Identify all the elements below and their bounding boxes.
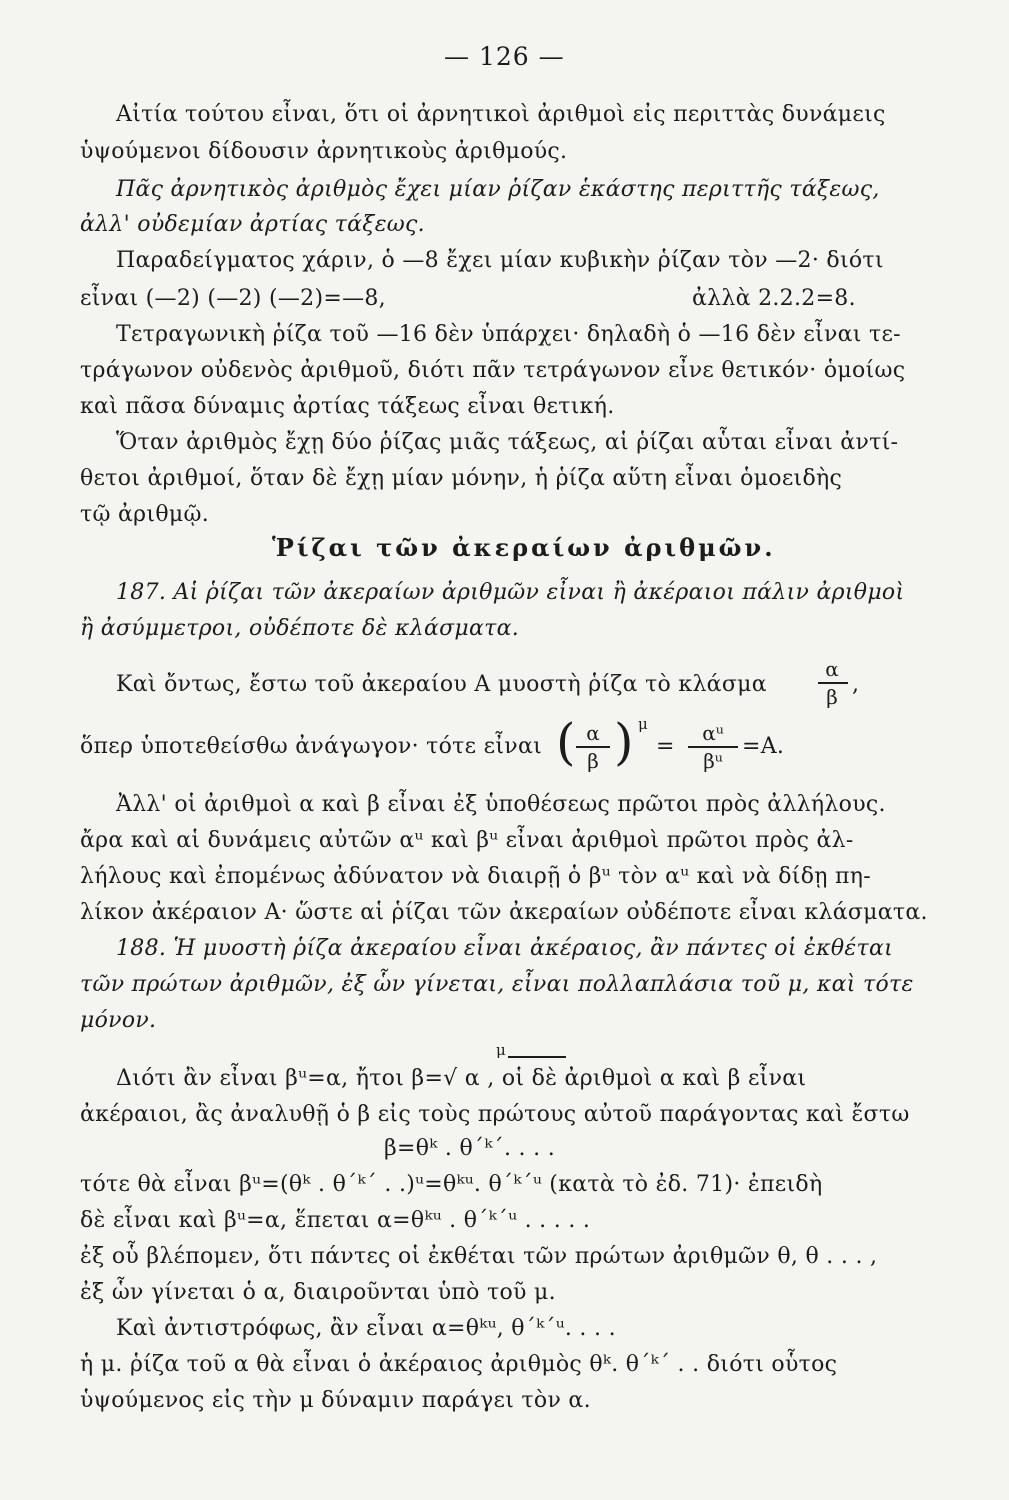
italic-rule-line: Πᾶς ἀρνητικὸς ἀριθμὸς ἔχει μίαν ῥίζαν ἑκάστης περιττῆς τάξεως, <box>116 177 880 202</box>
text-line: Διότι ἂν εἶναι βᵘ=α, ἤτοι β=√ α , οἱ δὲ ἀριθμοὶ α καὶ β εἶναι <box>116 1066 807 1091</box>
text-line: Ὅταν ἀριθμὸς ἔχῃ δύο ῥίζας μιᾶς τάξεως, αἱ ῥίζαι αὗται εἶναι ἀντί- <box>116 430 899 455</box>
theorem-line: 188. Ἡ μυοστὴ ῥίζα ἀκεραίου εἶναι ἀκέραιος, ἂν πάντες οἱ ἐκθέται <box>116 936 894 961</box>
italic-rule-line: ἀλλ' οὐδεμίαν ἀρτίας τάξεως. <box>80 212 425 237</box>
text-line: Καὶ ἀντιστρόφως, ἂν εἶναι α=θᵏᵘ, θ΄ᵏ΄ᵘ. . . . <box>116 1316 616 1341</box>
text-line: λίκον ἀκέραιον Α· ὥστε αἱ ῥίζαι τῶν ἀκεραίων οὐδέποτε εἶναι κλάσματα. <box>80 900 928 925</box>
text-line: Τετραγωνικὴ ῥίζα τοῦ —16 δὲν ὑπάρχει· δηλαδὴ ὁ —16 δὲν εἶναι τε- <box>116 322 901 347</box>
fraction-numerator: αᵘ <box>702 721 724 745</box>
text-line: β=θᵏ . θ΄ᵏ΄. . . . <box>384 1136 556 1161</box>
text-line: ἀκέραιοι, ἂς ἀναλυθῇ ὁ β εἰς τοὺς πρώτους αὐτοῦ παράγοντας καὶ ἔστω <box>80 1102 910 1127</box>
theorem-line: ἢ ἀσύμμετροι, οὐδέποτε δὲ κλάσματα. <box>80 616 520 641</box>
text-line: δὲ εἶναι καὶ βᵘ=α, ἕπεται α=θᵏᵘ . θ΄ᵏ΄ᵘ . . . . . <box>80 1208 591 1233</box>
text-line: ἄρα καὶ αἱ δυνάμεις αὐτῶν αᵘ καὶ βᵘ εἶναι ἀριθμοὶ πρῶτοι πρὸς ἀλ- <box>80 828 854 853</box>
fraction-numerator: α <box>825 657 839 681</box>
text-line: Καὶ ὄντως, ἔστω τοῦ ἀκεραίου Α μυοστὴ ῥίζα τὸ κλάσμα <box>116 672 767 697</box>
text-line: ἀλλὰ 2.2.2=8. <box>692 286 856 311</box>
equals-sign: = <box>656 734 675 759</box>
text-line: τράγωνον οὐδενὸς ἀριθμοῦ, διότι πᾶν τετράγωνον εἶνε θετικόν· ὁμοίως <box>80 358 906 383</box>
text-line: Παραδείγματος χάριν, ὁ —8 ἔχει μίαν κυβικὴν ῥίζαν τὸν —2· διότι <box>116 248 884 273</box>
text-line: ὑψούμενοι δίδουσιν ἀρνητικοὺς ἀριθμούς. <box>80 139 568 164</box>
fraction-bar <box>576 746 610 748</box>
text-line: Ἀλλ' οἱ ἀριθμοὶ α καὶ β εἶναι ἐξ ὑποθέσεως πρῶτοι πρὸς ἀλλήλους. <box>116 792 886 817</box>
theorem-line: τῶν πρώτων ἀριθμῶν, ἐξ ὧν γίνεται, εἶναι πολλαπλάσια τοῦ μ, καὶ τότε <box>80 972 914 997</box>
root-index: μ <box>496 1041 506 1059</box>
fraction-denominator: β <box>587 749 599 773</box>
text-line: =Α. <box>742 734 785 759</box>
right-parenthesis: ) <box>614 713 634 771</box>
text-line: καὶ πᾶσα δύναμις ἀρτίας τάξεως εἶναι θετική. <box>80 394 615 419</box>
page-number: — 126 — <box>444 42 565 71</box>
fraction-denominator: βᵘ <box>703 749 723 773</box>
text-line: ἡ μ. ῥίζα τοῦ α θὰ εἶναι ὁ ἀκέραιος ἀριθμὸς θᵏ. θ΄ᵏ΄ . . διότι οὗτος <box>80 1352 838 1377</box>
text-line: τῷ ἀριθμῷ. <box>80 502 209 527</box>
left-parenthesis: ( <box>556 713 576 771</box>
text-line: θετοι ἀριθμοί, ὅταν δὲ ἔχῃ μίαν μόνην, ἡ ῥίζα αὕτη εἶναι ὁμοειδὴς <box>80 466 843 491</box>
theorem-line: μόνον. <box>80 1008 157 1033</box>
fraction-denominator: β <box>826 685 838 709</box>
text-line: τότε θὰ εἶναι βᵘ=(θᵏ . θ΄ᵏ΄ . .)ᵘ=θᵏᵘ. θ΄ᵏ΄ᵘ (κατὰ τὸ ἐδ. 71)· ἐπειδὴ <box>80 1172 823 1197</box>
fraction-numerator: α <box>586 721 600 745</box>
section-heading: Ῥίζαι τῶν ἀκεραίων ἀριθμῶν. <box>272 533 776 562</box>
text-line: ἐξ ὧν γίνεται ὁ α, διαιροῦνται ὑπὸ τοῦ μ. <box>80 1280 556 1305</box>
radical-vinculum <box>508 1056 566 1058</box>
text-line: Αἰτία τούτου εἶναι, ὅτι οἱ ἀρνητικοὶ ἀριθμοὶ εἰς περιττὰς δυνάμεις <box>116 102 886 127</box>
text-line: εἶναι (—2) (—2) (—2)=—8, <box>80 286 386 311</box>
exponent: μ <box>638 715 648 733</box>
text-line: λήλους καὶ ἐπομένως ἀδύνατον νὰ διαιρῇ ὁ βᵘ τὸν αᵘ καὶ νὰ δίδῃ πη- <box>80 864 871 889</box>
text-line: ὅπερ ὑποτεθείσθω ἀνάγωγον· τότε εἶναι <box>80 734 543 759</box>
fraction-bar <box>818 682 848 684</box>
text-line: ἐξ οὗ βλέπομεν, ὅτι πάντες οἱ ἐκθέται τῶν πρώτων ἀριθμῶν θ, θ . . . , <box>80 1244 878 1269</box>
comma: , <box>852 672 860 697</box>
theorem-line: 187. Αἱ ῥίζαι τῶν ἀκεραίων ἀριθμῶν εἶναι ἢ ἀκέραιοι πάλιν ἀριθμοὶ <box>116 580 905 605</box>
fraction-bar <box>688 746 738 748</box>
text-line: ὑψούμενος εἰς τὴν μ δύναμιν παράγει τὸν α. <box>80 1388 591 1413</box>
